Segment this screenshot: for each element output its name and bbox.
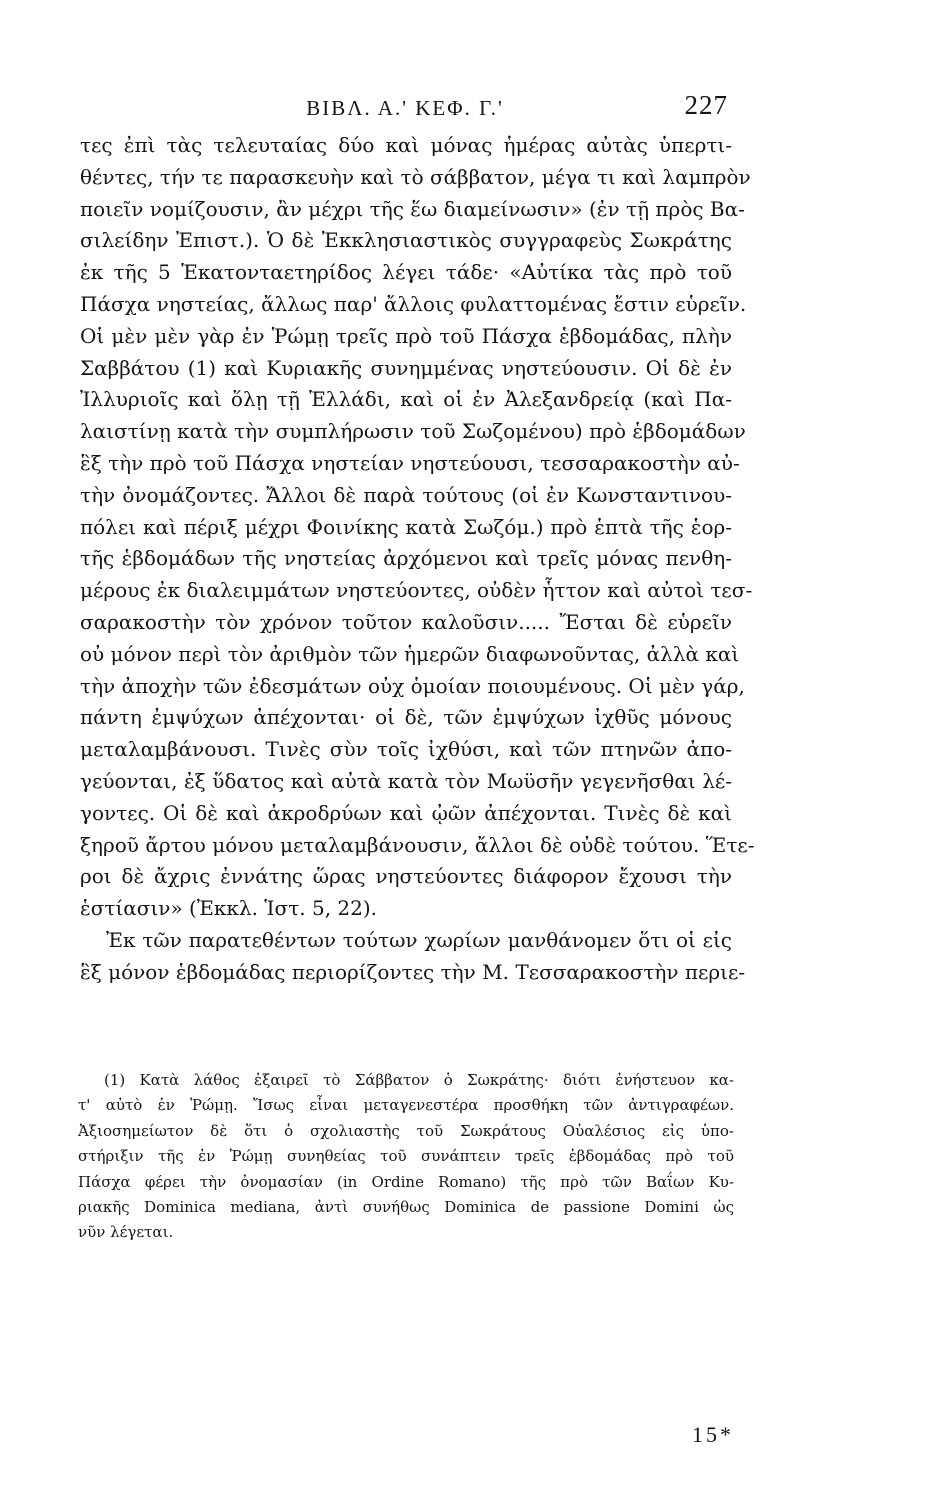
text-line: τες ἐπὶ τὰς τελευταίας δύο καὶ μόνας ἡμέρας αὐτὰς ὑπερτι-	[80, 133, 732, 157]
page-header	[70, 90, 740, 130]
text-line: μεταλαμβάνουσι. Τινὲς σὺν τοῖς ἰχθύσι, καὶ τῶν πτηνῶν ἀπο-	[80, 737, 732, 762]
footnote-line: στήριξιν τῆς ἐν Ῥώμῃ συνηθείας τοῦ συνάπτειν τρεῖς ἑβδομάδας πρὸ τοῦ	[78, 1147, 734, 1166]
running-head: ΒΙΒΛ. Α.' ΚΕΦ. Γ.'	[306, 96, 504, 120]
text-line: τὴν ἀποχὴν τῶν ἐδεσμάτων οὐχ ὁμοίαν ποιουμένους. Οἱ μὲν γάρ,	[80, 673, 745, 698]
footnote-line: ριακῆς Dominica mediana, ἀντὶ συνήθως Dominica de passione Domini ὡς	[78, 1198, 734, 1217]
footnote-line: (1) Κατὰ λάθος ἐξαιρεῖ τὸ Σάββατον ὁ Σωκράτης· διότι ἐνήστευον κα-	[104, 1071, 734, 1089]
text-line: ξηροῦ ἄρτου μόνου μεταλαμβάνουσιν, ἄλλοι δὲ οὐδὲ τούτου. Ἕτε-	[80, 832, 755, 857]
text-line: ἓξ μόνον ἑβδομάδας περιορίζοντες τὴν Μ. Τεσσαρακοστὴν περιε-	[80, 959, 746, 984]
page-number: 227	[684, 90, 728, 120]
signature-mark: 15*	[692, 1422, 734, 1447]
footnote-line: Πάσχα φέρει τὴν ὀνομασίαν (in Ordine Romano) τῆς πρὸ τῶν Βαΐων Κυ-	[78, 1172, 734, 1191]
text-line: τὴν ὀνομάζοντες. Ἄλλοι δὲ παρὰ τούτους (οἱ ἐν Κωνσταντινου-	[80, 482, 732, 507]
text-line: ἑστίασιν» (Ἐκκλ. Ἱστ. 5, 22).	[80, 896, 378, 921]
text-line: θέντες, τήν τε παρασκευὴν καὶ τὸ σάββατον, μέγα τι καὶ λαμπρὸν	[80, 164, 751, 189]
text-line: τῆς ἑβδομάδων τῆς νηστείας ἀρχόμενοι καὶ τρεῖς μόνας πενθη-	[80, 546, 732, 571]
text-line: γοντες. Οἱ δὲ καὶ ἀκροδρύων καὶ ᾠῶν ἀπέχονται. Τινὲς δὲ καὶ	[80, 800, 732, 825]
text-line: οὐ μόνον περὶ τὸν ἀριθμὸν τῶν ἡμερῶν διαφωνοῦντας, ἀλλὰ καὶ	[80, 641, 740, 666]
text-line: Ἐκ τῶν παρατεθέντων τούτων χωρίων μανθάνομεν ὅτι οἱ εἰς	[106, 927, 732, 952]
text-line: σαρακοστὴν τὸν χρόνον τοῦτον καλοῦσιν..... Ἔσται δὲ εὑρεῖν	[80, 609, 732, 634]
text-line: πόλει καὶ πέριξ μέχρι Φοινίκης κατὰ Σωζόμ.) πρὸ ἑπτὰ τῆς ἑορ-	[80, 514, 732, 539]
text-line: πάντη ἐμψύχων ἀπέχονται· οἱ δὲ, τῶν ἐμψύχων ἰχθῦς μόνους	[80, 705, 732, 730]
footnote-line: νῦν λέγεται.	[78, 1223, 174, 1242]
main-text	[80, 130, 755, 989]
text-line: Πάσχα νηστείας, ἄλλως παρ' ἄλλοις φυλαττομένας ἔστιν εὑρεῖν.	[80, 291, 747, 316]
text-line: Οἱ μὲν μὲν γὰρ ἐν Ῥώμῃ τρεῖς πρὸ τοῦ Πάσχα ἑβδομάδας, πλὴν	[80, 323, 732, 348]
text-line: ροι δὲ ἄχρις ἐννάτης ὥρας νηστεύοντες διάφορον ἔχουσι τὴν	[80, 864, 732, 889]
text-line: γεύονται, ἐξ ὕδατος καὶ αὐτὰ κατὰ τὸν Μωϋσῆν γεγενῆσθαι λέ-	[80, 768, 732, 793]
text-line: Ἰλλυριοῖς καὶ ὅλῃ τῇ Ἑλλάδι, καὶ οἱ ἐν Ἀλεξανδρείᾳ (καὶ Πα-	[80, 387, 732, 412]
text-line: ἓξ τὴν πρὸ τοῦ Πάσχα νηστείαν νηστεύουσι, τεσσαρακοστὴν αὐ-	[80, 450, 740, 475]
text-line: ἐκ τῆς 5 Ἑκατονταετηρίδος λέγει τάδε· «Αὐτίκα τὰς πρὸ τοῦ	[80, 260, 732, 285]
text-line: Σαββάτου (1) καὶ Κυριακῆς συνημμένας νηστεύουσιν. Οἱ δὲ ἐν	[80, 355, 732, 380]
footnote	[78, 1068, 734, 1246]
text-line: μέρους ἐκ διαλειμμάτων νηστεύοντες, οὐδὲν ἧττον καὶ αὐτοὶ τεσ-	[80, 578, 753, 603]
footnote-line: Ἀξιοσημείωτον δὲ ὅτι ὁ σχολιαστὴς τοῦ Σωκράτους Οὐαλέσιος εἰς ὑπο-	[78, 1121, 734, 1140]
text-line: σιλείδην Ἐπιστ.). Ὁ δὲ Ἐκκλησιαστικὸς συγγραφεὺς Σωκράτης	[80, 228, 732, 253]
text-line: ποιεῖν νομίζουσιν, ἂν μέχρι τῆς ἕω διαμείνωσιν» (ἐν τῇ πρὸς Βα-	[80, 196, 745, 221]
text-line: λαιστίνῃ κατὰ τὴν συμπλήρωσιν τοῦ Σωζομένου) πρὸ ἑβδομάδων	[80, 419, 746, 444]
footnote-line: τ' αὐτὸ ἐν Ῥώμῃ. Ἴσως εἶναι μεταγενεστέρα προσθήκη τῶν ἀντιγραφέων.	[78, 1096, 734, 1115]
